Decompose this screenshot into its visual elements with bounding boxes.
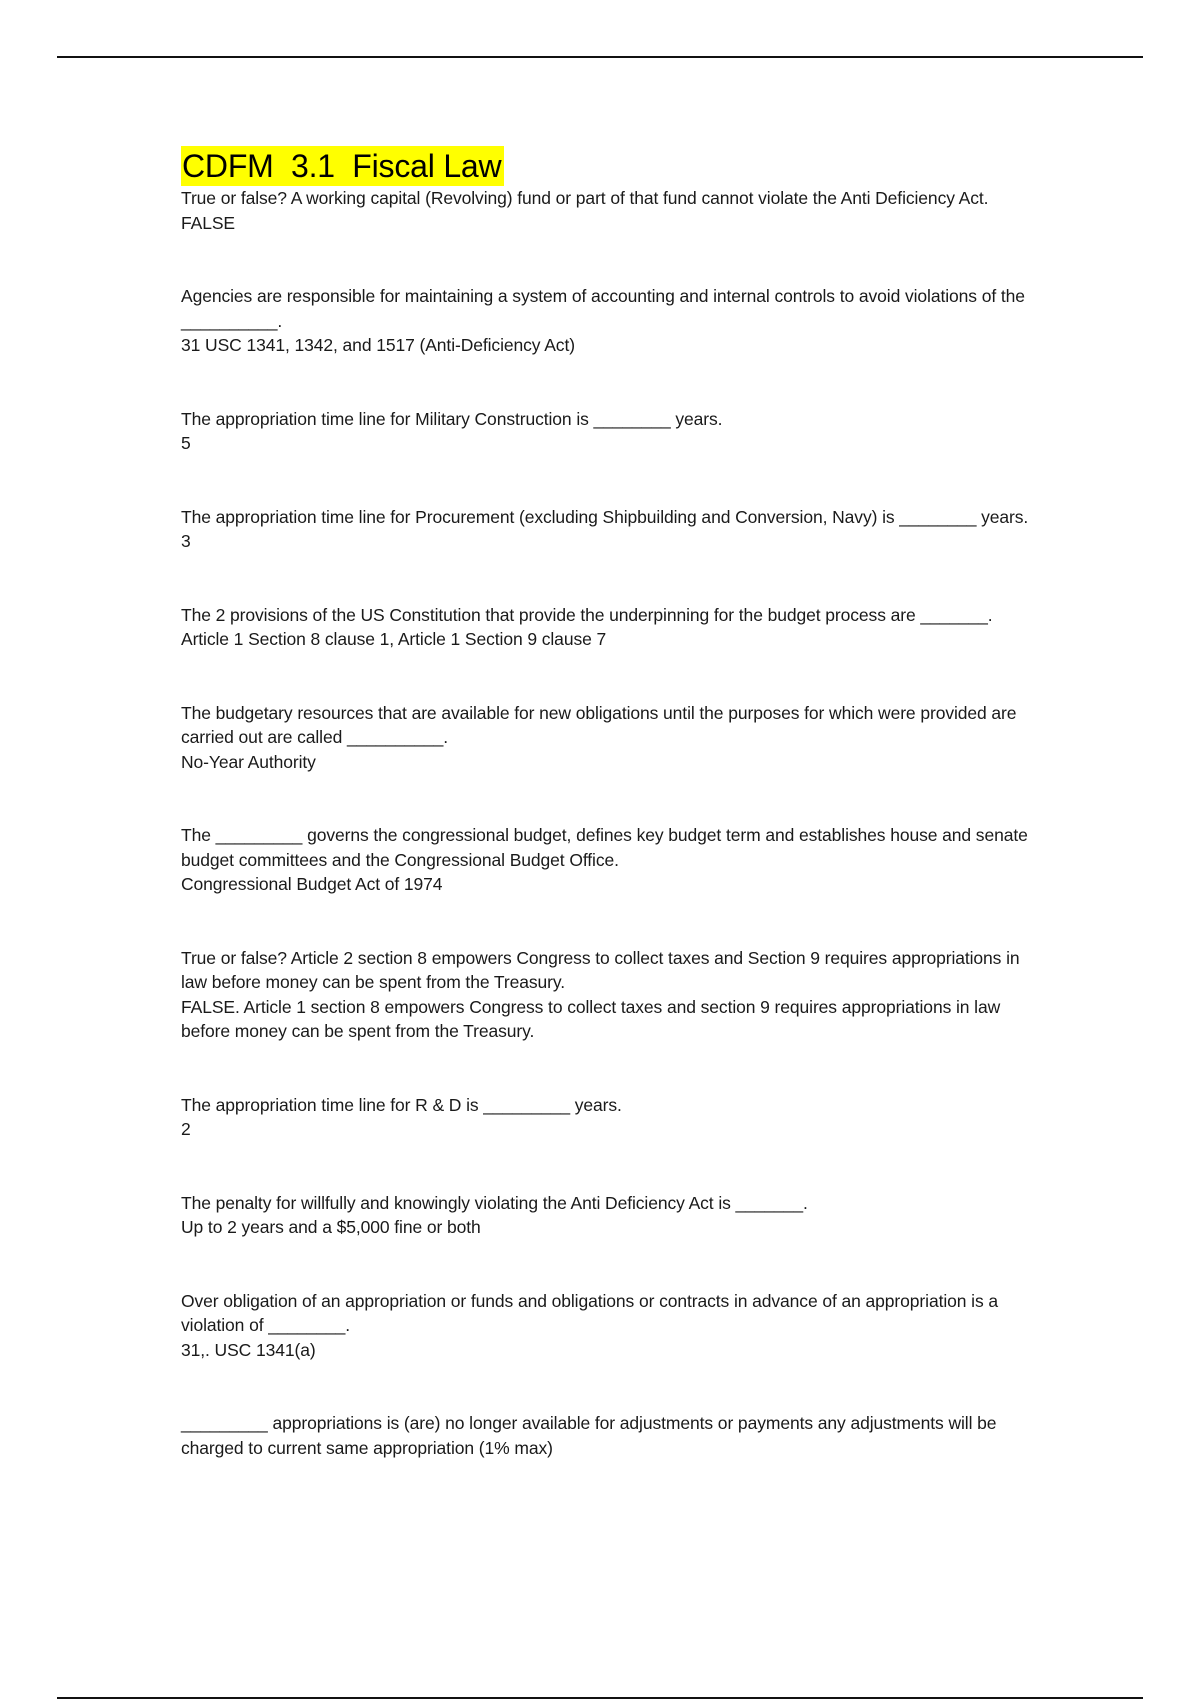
answer-text: Up to 2 years and a $5,000 fine or both — [181, 1217, 481, 1237]
answer-text: Congressional Budget Act of 1974 — [181, 874, 443, 894]
qa-item-12 — [181, 1411, 1041, 1460]
answer-text: 3 — [181, 531, 191, 551]
qa-item-8 — [181, 946, 1041, 1044]
page-top-rule — [57, 56, 1143, 58]
answer-text: 31 USC 1341, 1342, and 1517 (Anti-Deficiency Act) — [181, 335, 575, 355]
qa-item-3 — [181, 407, 1041, 456]
document-body — [181, 146, 1041, 1460]
question-text: The appropriation time line for Procurement (excluding Shipbuilding and Conversion, Navy) is ________ years. — [181, 506, 1029, 527]
qa-item-1 — [181, 186, 1041, 235]
answer-text: 5 — [181, 433, 191, 453]
qa-item-5 — [181, 603, 1041, 652]
question-text: The penalty for willfully and knowingly violating the Anti Deficiency Act is _______. — [181, 1192, 808, 1213]
qa-item-11 — [181, 1289, 1041, 1363]
question-text: _________ appropriations is (are) no longer available for adjustments or payments any adjustments will be charged to current same appropriation (1% max) — [181, 1413, 997, 1458]
page-bottom-rule — [57, 1697, 1143, 1699]
question-text: The appropriation time line for Military Construction is ________ years. — [181, 408, 723, 429]
question-text: True or false? Article 2 section 8 empowers Congress to collect taxes and Section 9 requires appropriations in law before money can be spent from the Treasury. — [181, 947, 1020, 992]
qa-item-10 — [181, 1191, 1041, 1240]
answer-text: FALSE — [181, 212, 235, 233]
qa-item-6 — [181, 701, 1041, 775]
question-text: The _________ governs the congressional budget, defines key budget term and establishes house and senate budget committees and the Congressional Budget Office. — [181, 825, 1028, 870]
answer-text: FALSE. Article 1 section 8 empowers Congress to collect taxes and section 9 requires appropriations in law before money can be spent from the Treasury. — [181, 996, 1001, 1041]
question-text: Agencies are responsible for maintaining a system of accounting and internal controls to avoid violations of the __________. — [181, 286, 1025, 331]
qa-item-9 — [181, 1093, 1041, 1142]
question-text: The 2 provisions of the US Constitution that provide the underpinning for the budget process are _______. — [181, 604, 993, 625]
qa-item-2 — [181, 284, 1041, 358]
qa-item-4 — [181, 505, 1041, 554]
qa-item-7 — [181, 823, 1041, 897]
question-text: True or false? A working capital (Revolving) fund or part of that fund cannot violate the Anti Deficiency Act. — [181, 188, 989, 208]
question-text: The budgetary resources that are available for new obligations until the purposes for which were provided are carried out are called __________. — [181, 702, 1017, 747]
answer-text: No-Year Authority — [181, 751, 316, 772]
question-text: The appropriation time line for R & D is _________ years. — [181, 1094, 622, 1115]
question-text: Over obligation of an appropriation or funds and obligations or contracts in advance of an appropriation is a violation of ________. — [181, 1290, 998, 1335]
answer-text: 2 — [181, 1119, 191, 1139]
answer-text: Article 1 Section 8 clause 1, Article 1 Section 9 clause 7 — [181, 629, 607, 649]
answer-text: 31,. USC 1341(a) — [181, 1339, 316, 1360]
document-title: CDFM 3.1 Fiscal Law — [181, 146, 504, 186]
